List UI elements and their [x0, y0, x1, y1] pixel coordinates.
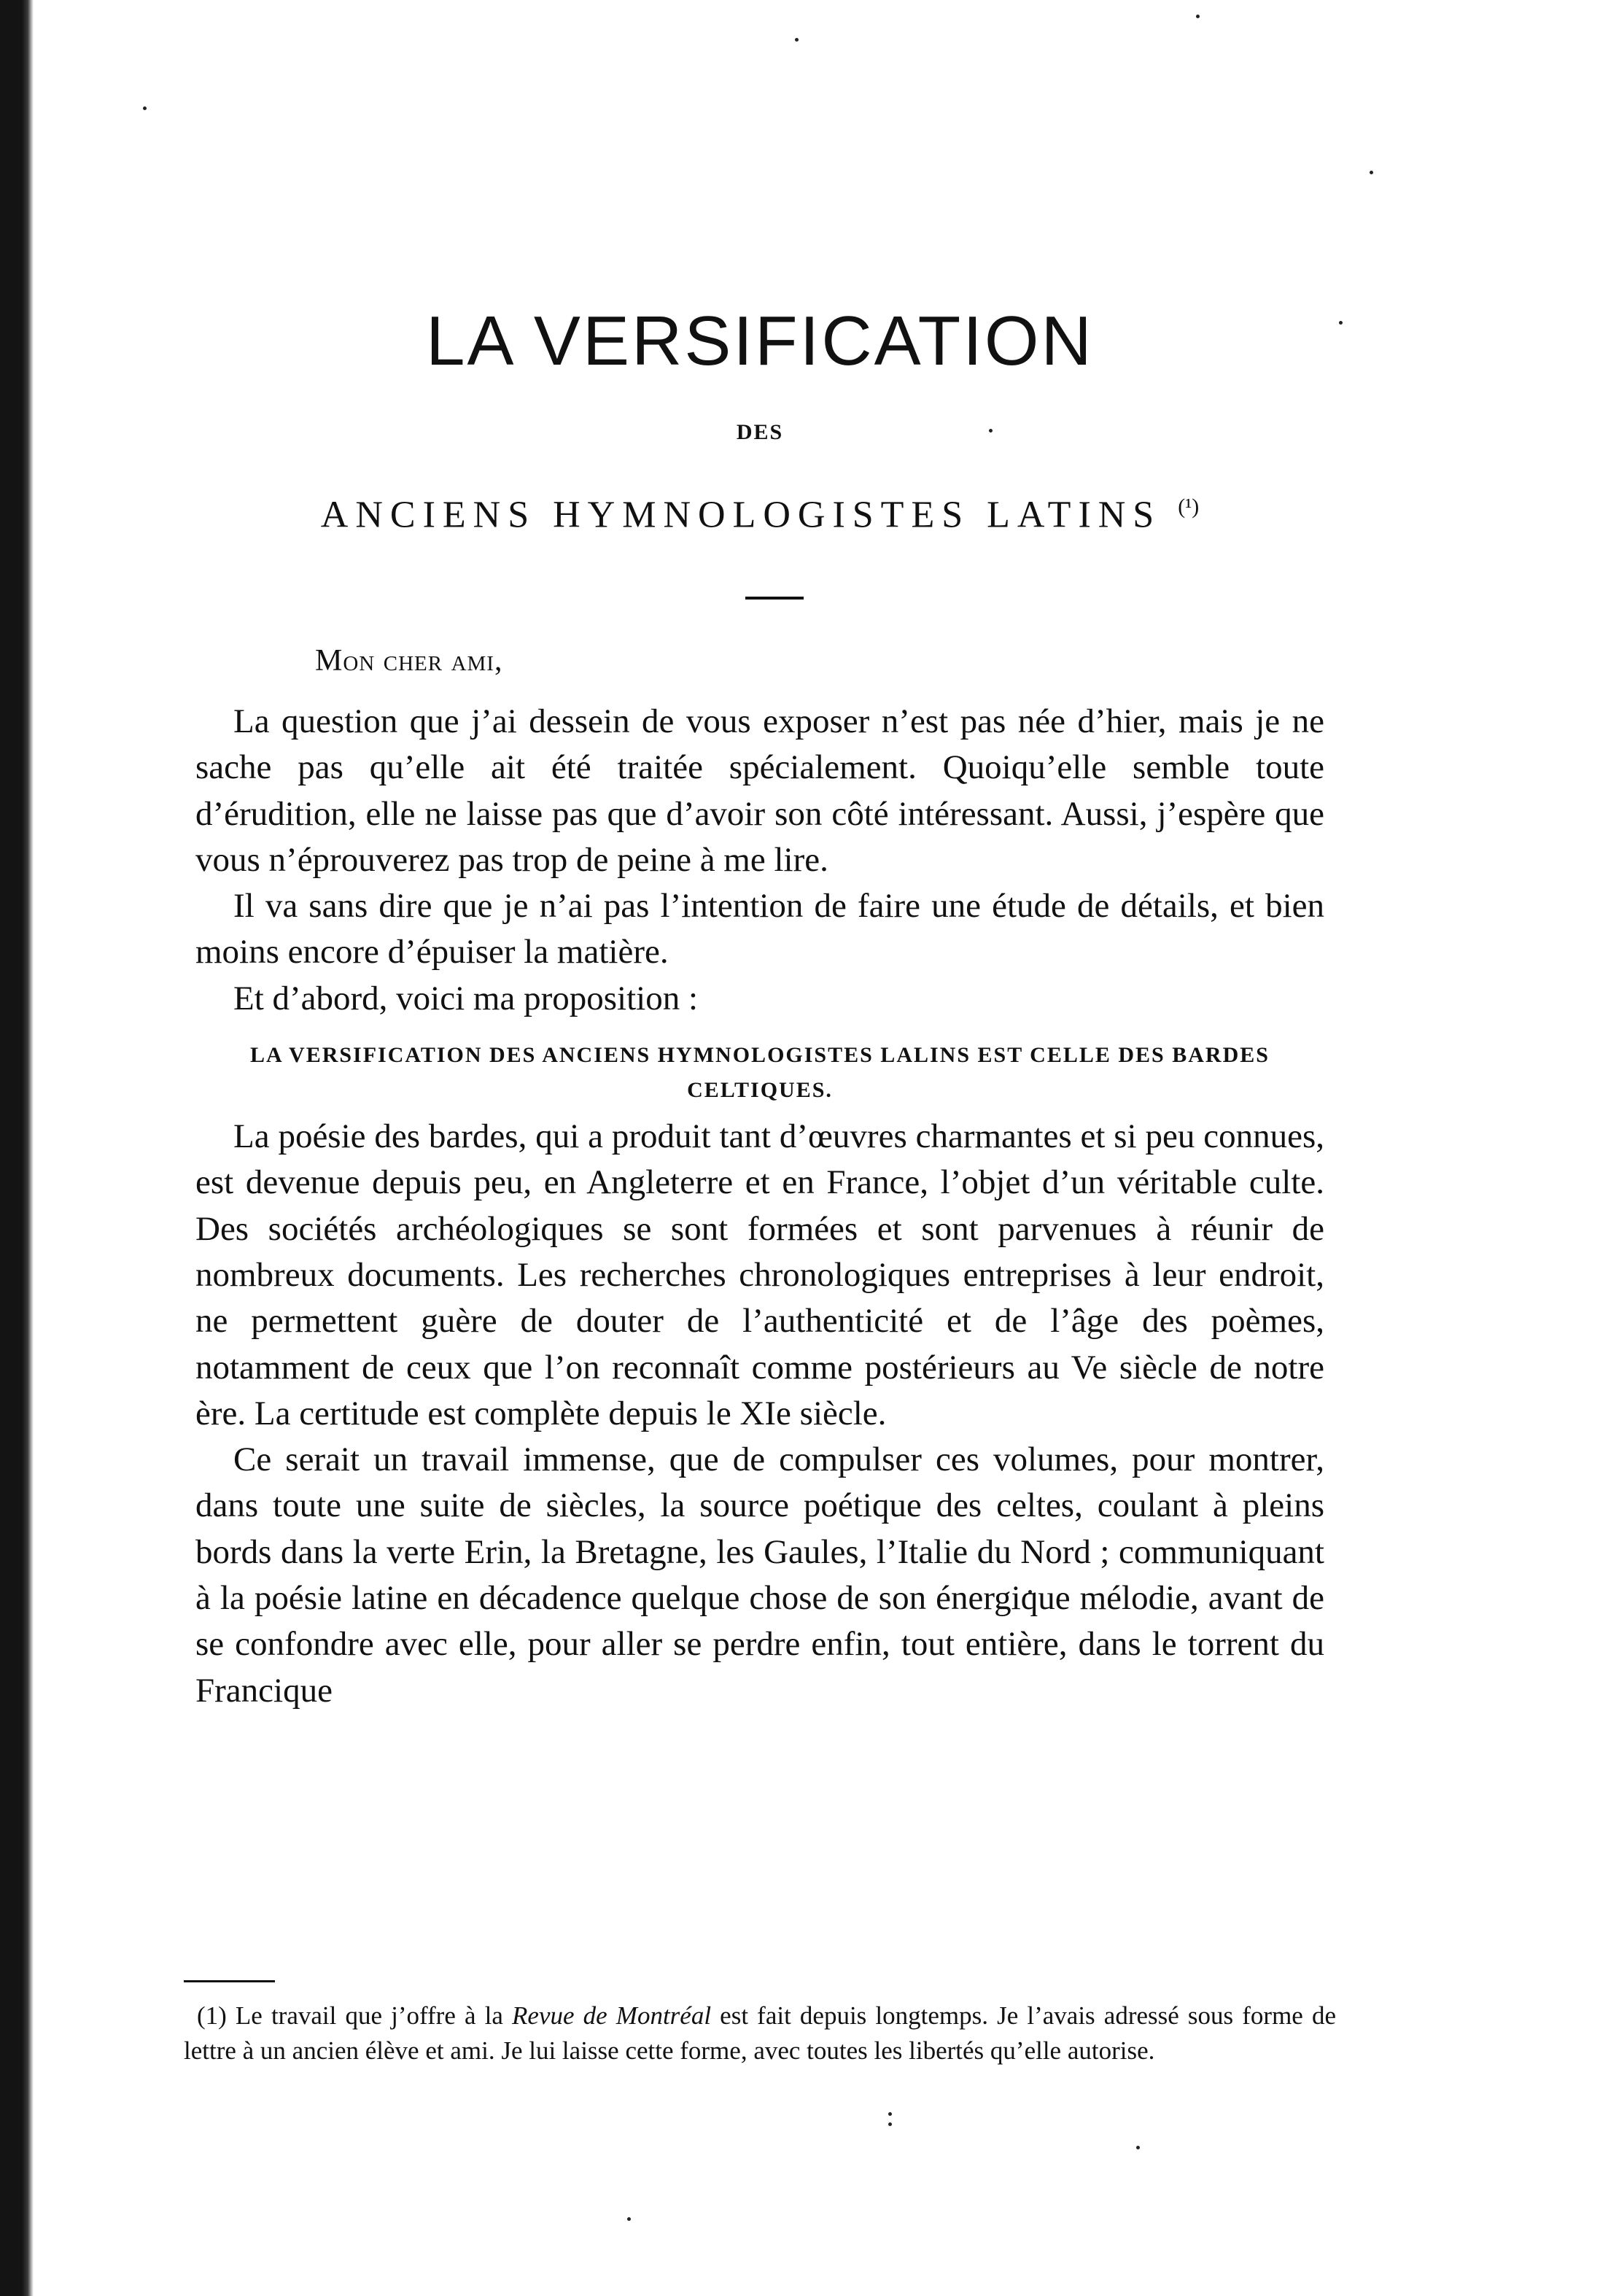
salutation: Mon cher ami,: [315, 644, 503, 678]
journal-name: Revue de Montréal: [512, 2001, 712, 2030]
footnote: [184, 1998, 1336, 2068]
book-binding-edge: [0, 0, 34, 2296]
paragraph: Et d’abord, voici ma proposition :: [233, 979, 699, 1017]
article-body: [195, 699, 1324, 1714]
print-speck: [143, 106, 147, 110]
footnote-divider: [184, 1980, 275, 1982]
footnotes: [184, 1998, 1336, 2068]
paragraph: La poésie des bardes, qui a produit tant d’œuvres charmantes et si peu connues, est devenue depuis peu, en Angleterre et en France, l’objet d’un véritable culte. Des sociétés archéologiques se sont formées et sont parvenues à réunir de nombreux documents. Les recherches chronologiques entreprises à leur endroit, ne permettent guère de douter de l’authenticité et de l’âge des poèmes, notamment de ceux que l’on reconnaît comme postérieurs au Ve siècle de notre ère. La certitude est complète depuis le XIe siècle.: [195, 1117, 1324, 1432]
footnote-text-end: est fait depuis longtemps. Je l’avais adressé sous forme de lettre à un ancien élève et ami. Je lui laisse cette forme, avec toutes les libertés qu’elle autorise.: [184, 2001, 1336, 2065]
paragraph: Il va sans dire que je n’ai pas l’intention de faire une étude de détails, et bien moins encore d’épuiser la matière.: [195, 887, 1324, 971]
print-speck: [1339, 321, 1343, 325]
article-title: LA VERSIFICATION: [426, 302, 1094, 380]
print-speck: [1370, 171, 1373, 174]
article-subtitle: [184, 496, 1336, 534]
footnote-text-start: (1) Le travail que j’offre à la: [197, 2001, 513, 2030]
document-page: [184, 0, 1336, 2296]
thesis-statement: LA VERSIFICATION DES ANCIENS HYMNOLOGISTES LALINS EST CELLE DES BARDES CELTIQUES.: [250, 1043, 1270, 1103]
title-connector: DES: [736, 420, 784, 444]
subtitle-text: ANCIENS HYMNOLOGISTES LATINS: [320, 494, 1162, 536]
paragraph: La question que j’ai dessein de vous exposer n’est pas née d’hier, mais je ne sache pas qu’elle ait été traitée spécialement. Quoiqu’elle semble toute d’érudition, elle ne laisse pas que d’avoir son côté intéressant. Aussi, j’espère que vous n’éprouverez pas trop de peine à me lire.: [195, 702, 1324, 879]
paragraph: Ce serait un travail immense, que de compulser ces volumes, pour montrer, dans toute une suite de siècles, la source poétique des celtes, coulant à pleins bords dans la verte Erin, la Bretagne, les Gaules, l’Italie du Nord ; communiquant à la poésie latine en décadence quelque chose de son énergique mélodie, avant de se confondre avec elle, pour aller se perdre enfin, tout entière, dans le torrent du Francique: [195, 1440, 1324, 1710]
title-divider: [745, 597, 804, 600]
footnote-reference: (¹): [1178, 495, 1200, 519]
